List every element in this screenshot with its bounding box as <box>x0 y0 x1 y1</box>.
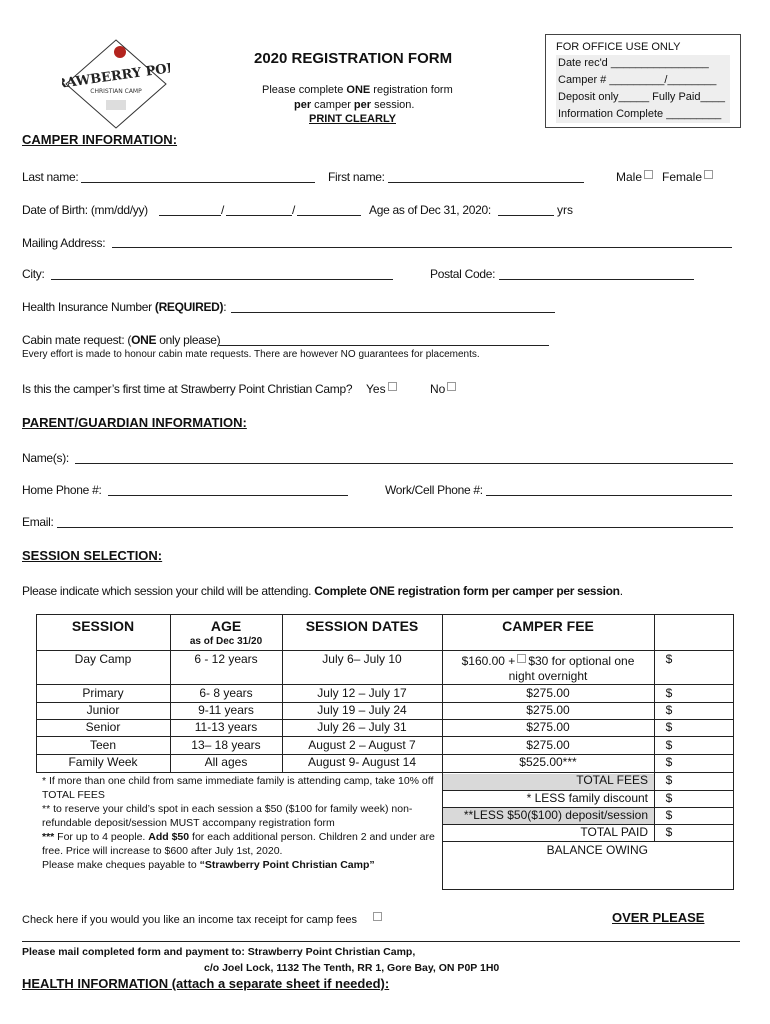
row-fee: $160.00 + $30 for optional one <box>461 654 635 668</box>
last-name-field[interactable] <box>81 182 315 183</box>
instruction-line-2: per camper per session. <box>294 99 415 111</box>
print-clearly: PRINT CLEARLY <box>309 113 396 125</box>
work-phone-field[interactable] <box>486 495 732 496</box>
city-label: City: <box>22 267 45 281</box>
email-label: Email: <box>22 515 54 529</box>
health-insurance-field[interactable] <box>231 312 555 313</box>
over-please: OVER PLEASE <box>612 910 705 925</box>
home-phone-field[interactable] <box>108 495 348 496</box>
row-fee: $275.00 <box>526 738 570 752</box>
postal-code-field[interactable] <box>499 279 694 280</box>
row-dollar[interactable]: $ <box>665 720 673 734</box>
parent-names-label: Name(s): <box>22 451 69 465</box>
table-notes <box>42 774 438 872</box>
row-dollar[interactable]: $ <box>665 703 673 717</box>
age-field[interactable] <box>498 215 554 216</box>
female-checkbox[interactable] <box>704 170 713 179</box>
family-discount-dollar[interactable]: $ <box>665 791 673 805</box>
email-field[interactable] <box>57 527 733 528</box>
row-session: Primary <box>82 686 124 700</box>
camp-logo <box>62 38 170 130</box>
logo-title: STRAWBERRY POINT <box>62 58 170 95</box>
row-dollar[interactable]: $ <box>665 652 673 666</box>
row-dollar[interactable]: $ <box>665 755 673 769</box>
note-deposit: ** to reserve your child’s spot in each session a $50 ($100 for family week) non-refundable deposit/session MUST accompany registration form <box>42 803 413 829</box>
row-age: 9-11 years <box>198 703 254 717</box>
yrs-label: yrs <box>557 203 573 217</box>
first-time-yes: Yes <box>366 382 399 396</box>
office-info-complete: Information Complete _________ <box>556 106 730 123</box>
header-dates: SESSION DATES <box>305 618 419 634</box>
city-field[interactable] <box>51 279 393 280</box>
female-option: Female <box>662 170 715 184</box>
cabin-mate-field[interactable] <box>219 345 549 346</box>
row-dates: July 26 – July 31 <box>317 720 407 734</box>
age-label: Age as of Dec 31, 2020: <box>369 203 491 217</box>
session-table <box>36 614 734 890</box>
first-time-question: Is this the camper’s first time at Strawberry Point Christian Camp? <box>22 382 353 396</box>
first-time-yes-checkbox[interactable] <box>388 382 397 391</box>
cabin-mate-note: Every effort is made to honour cabin mate requests. There are however NO guarantees for placements. <box>22 349 480 360</box>
dob-year-field[interactable] <box>297 215 361 216</box>
logo-subtitle: CHRISTIAN CAMP <box>90 88 142 95</box>
row-dates: August 9- August 14 <box>307 755 417 769</box>
row-fee: $275.00 <box>526 703 570 717</box>
tax-receipt-checkbox[interactable] <box>373 912 382 921</box>
office-date-recd: Date rec'd ________________ <box>556 55 730 72</box>
office-camper-number: Camper # _________/________ <box>556 72 730 89</box>
row-age: 13– 18 years <box>191 738 261 752</box>
row-dates: July 12 – July 17 <box>317 686 407 700</box>
session-instruction: Please indicate which session your child will be attending. Complete ONE registration form per camper per session. <box>22 584 623 598</box>
row-age: All ages <box>204 755 248 769</box>
row-session: Junior <box>86 703 120 717</box>
row-dollar[interactable]: $ <box>665 738 673 752</box>
mail-instruction-1: Please mail completed form and payment to: Strawberry Point Christian Camp, <box>22 946 416 958</box>
health-info-heading: HEALTH INFORMATION (attach a separate sheet if needed): <box>22 976 390 991</box>
first-name-label: First name: <box>328 170 385 184</box>
home-phone-label: Home Phone #: <box>22 483 102 497</box>
work-phone-label: Work/Cell Phone #: <box>385 483 483 497</box>
session-heading: SESSION SELECTION: <box>22 548 163 563</box>
camper-info-heading: CAMPER INFORMATION: <box>22 132 178 147</box>
overnight-checkbox[interactable] <box>517 654 526 663</box>
row-session: Day Camp <box>74 652 132 666</box>
instruction-line-1: Please complete ONE registration form <box>262 84 453 96</box>
note-family-discount: * If more than one child from same immediate family is attending camp, take 10% off TOTAL FEES <box>42 775 434 801</box>
office-title: FOR OFFICE USE ONLY <box>556 41 681 53</box>
header-age-sub: as of Dec 31/20 <box>189 636 263 647</box>
office-use-box <box>545 34 741 128</box>
row-age: 6- 8 years <box>199 686 253 700</box>
row-session: Senior <box>85 720 121 734</box>
row-dollar[interactable]: $ <box>665 686 673 700</box>
dob-month-field[interactable] <box>159 215 221 216</box>
row-session: Family Week <box>68 755 138 769</box>
header-age: AGE <box>210 618 242 634</box>
total-paid-label: TOTAL PAID <box>580 825 648 839</box>
office-deposit: Deposit only_____ Fully Paid____ <box>556 89 730 106</box>
parent-names-field[interactable] <box>75 463 733 464</box>
row-fee-extra: night overnight <box>508 669 588 683</box>
note-cheques: Please make cheques payable to “Strawberry Point Christian Camp” <box>42 859 375 871</box>
row-age: 6 - 12 years <box>194 652 258 666</box>
row-age: 11-13 years <box>194 720 258 734</box>
header-session: SESSION <box>71 618 135 634</box>
mailing-address-field[interactable] <box>112 247 732 248</box>
dob-label: Date of Birth: (mm/dd/yy) <box>22 203 148 217</box>
row-dates: July 6– July 10 <box>322 652 402 666</box>
row-session: Teen <box>89 738 117 752</box>
deposit-label: **LESS $50($100) deposit/session <box>463 808 648 822</box>
balance-owing-label: BALANCE OWING <box>546 843 648 857</box>
health-insurance-label: Health Insurance Number (REQUIRED): <box>22 300 227 314</box>
male-option: Male <box>616 170 655 184</box>
mail-instruction-2: c/o Joel Lock, 1132 The Tenth, RR 1, Gore Bay, ON P0P 1H0 <box>204 962 500 974</box>
row-fee: $525.00*** <box>519 755 577 769</box>
total-fees-label: TOTAL FEES <box>576 773 648 787</box>
mailing-address-label: Mailing Address: <box>22 236 106 250</box>
family-discount-label: * LESS family discount <box>526 791 648 805</box>
row-dates: July 19 – July 24 <box>317 703 407 717</box>
row-fee: $275.00 <box>526 720 570 734</box>
row-fee: $275.00 <box>526 686 570 700</box>
header-fee: CAMPER FEE <box>502 618 594 634</box>
form-title: 2020 REGISTRATION FORM <box>254 50 453 67</box>
deposit-dollar[interactable]: $ <box>665 808 673 822</box>
last-name-label: Last name: <box>22 170 79 184</box>
first-name-field[interactable] <box>388 182 584 183</box>
first-time-no: No <box>430 382 458 396</box>
row-dates: August 2 – August 7 <box>308 738 416 752</box>
first-time-no-checkbox[interactable] <box>447 382 456 391</box>
male-checkbox[interactable] <box>644 170 653 179</box>
total-paid-dollar[interactable]: $ <box>665 825 673 839</box>
dob-day-field[interactable] <box>226 215 292 216</box>
postal-code-label: Postal Code: <box>430 267 496 281</box>
tax-receipt-option: Check here if you would you like an income tax receipt for camp fees <box>22 912 384 926</box>
cabin-mate-label: Cabin mate request: (ONE only please) <box>22 333 221 347</box>
total-fees-dollar[interactable]: $ <box>665 773 673 787</box>
note-family-week: *** For up to 4 people. Add $50 for each additional person. Children 2 and under are free. Price will increase to $600 after July 1st, 2020. <box>42 831 435 857</box>
parent-info-heading: PARENT/GUARDIAN INFORMATION: <box>22 415 247 430</box>
